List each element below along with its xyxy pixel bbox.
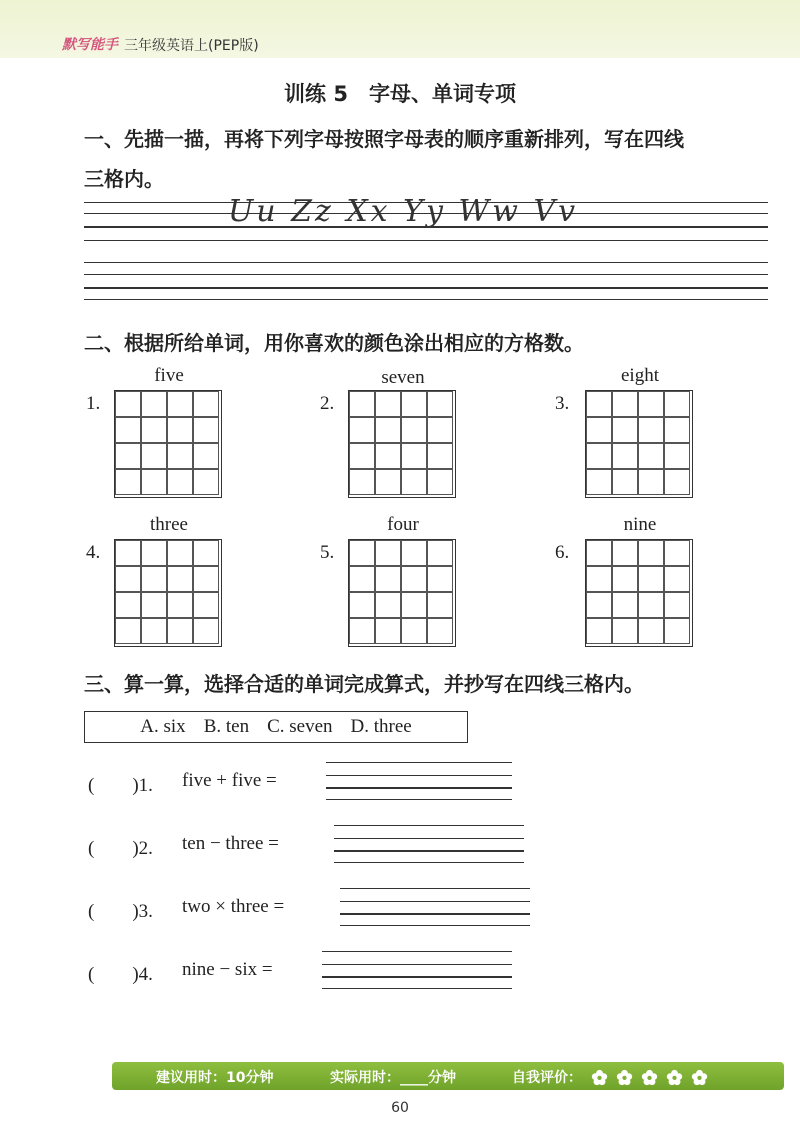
item-number: 3.	[555, 393, 570, 414]
item-number: 6.	[555, 542, 570, 563]
item-number: 1.	[86, 393, 101, 414]
item-number: 4.	[86, 542, 101, 563]
rating-flowers[interactable]	[588, 1067, 708, 1086]
color-grid-6[interactable]	[585, 539, 693, 647]
word-label: seven	[381, 367, 425, 388]
option-d: D. three	[350, 716, 412, 737]
option-c: C. seven	[267, 716, 333, 737]
item-number: 5.	[320, 542, 335, 563]
answer-blank-1[interactable]: ( )1.	[88, 775, 153, 796]
equation-2: ten − three =	[182, 833, 279, 854]
word-label: four	[387, 514, 419, 535]
flower-icon[interactable]	[641, 1069, 658, 1086]
self-evaluation-label: 自我评价：	[512, 1070, 582, 1086]
page-number: 60	[391, 1100, 409, 1116]
section1-instruction-line2: 三格内。	[84, 167, 164, 191]
word-label: three	[150, 514, 188, 535]
suggested-time: 建议用时：10分钟	[156, 1070, 274, 1086]
word-label: eight	[621, 365, 659, 386]
trace-letters: Uu Zz Xx Yy Ww Vv	[228, 194, 579, 229]
color-grid-4[interactable]	[114, 539, 222, 647]
flower-icon[interactable]	[691, 1069, 708, 1086]
flower-icon[interactable]	[616, 1069, 633, 1086]
brand-logo: 默写能手	[62, 37, 118, 53]
answer-blank-2[interactable]: ( )2.	[88, 838, 153, 859]
color-grid-1[interactable]	[114, 390, 222, 498]
equation-3: two × three =	[182, 896, 285, 917]
color-grid-3[interactable]	[585, 390, 693, 498]
flower-icon[interactable]	[666, 1069, 683, 1086]
flower-icon[interactable]	[591, 1069, 608, 1086]
option-b: B. ten	[203, 716, 250, 737]
color-grid-2[interactable]	[348, 390, 456, 498]
equation-4: nine − six =	[182, 959, 273, 980]
answer-blank-4[interactable]: ( )4.	[88, 964, 153, 985]
item-number: 2.	[320, 393, 335, 414]
section2-instruction: 二、根据所给单词，用你喜欢的颜色涂出相应的方格数。	[84, 331, 584, 355]
options-box	[84, 711, 468, 743]
equation-1: five + five =	[182, 770, 277, 791]
section3-instruction: 三、算一算，选择合适的单词完成算式，并抄写在四线三格内。	[84, 672, 644, 696]
word-label: nine	[623, 514, 657, 535]
page-title: 训练 5 字母、单词专项	[284, 82, 516, 106]
book-title: 三年级英语上(PEP版)	[124, 38, 259, 54]
header-band	[0, 0, 800, 58]
actual-time: 实际用时：____分钟	[330, 1070, 456, 1086]
word-label: five	[154, 365, 184, 386]
section1-instruction-line1: 一、先描一描，再将下列字母按照字母表的顺序重新排列，写在四线	[84, 127, 684, 151]
option-a: A. six	[140, 716, 186, 737]
answer-blank-3[interactable]: ( )3.	[88, 901, 153, 922]
color-grid-5[interactable]	[348, 539, 456, 647]
